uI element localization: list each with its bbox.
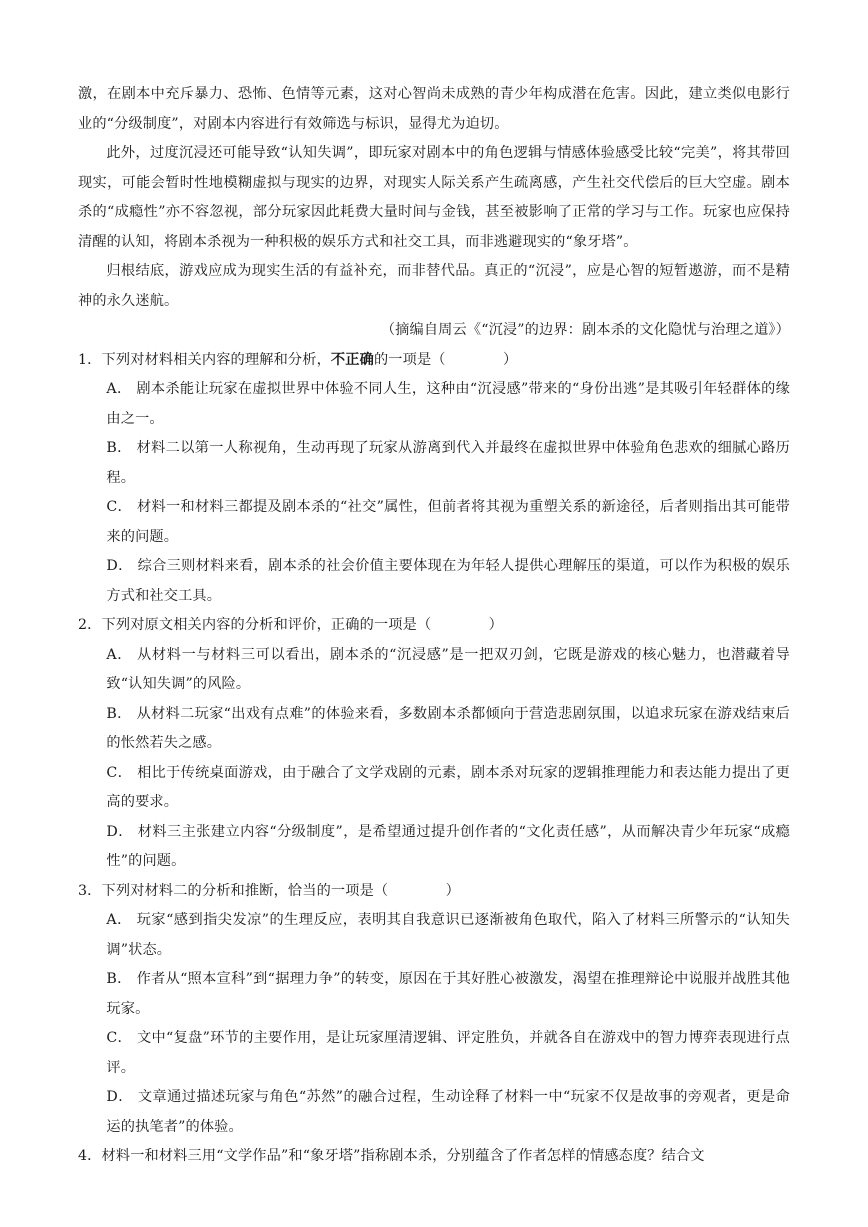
option-letter: C． (106, 499, 133, 515)
question-number: 4． (78, 1148, 102, 1164)
option-letter: A． (106, 381, 132, 397)
question-stem-text: 下列对材料相关内容的理解和分析， (101, 351, 331, 368)
question-4 (78, 1142, 790, 1172)
paragraph-3: 归根结底，游戏应成为现实生活的有益补充，而非替代品。真正的“沉浸”，应是心智的短暂遨游，而不是精神的永久迷航。 (78, 263, 790, 309)
question-2 (78, 611, 790, 877)
option-letter: B． (106, 440, 132, 456)
paragraph-1: 激，在剧本中充斥暴力、恐怖、色情等元素，这对心智尚未成熟的青少年构成潜在危害。因此，建立类似电影行业的“分级制度”，对剧本内容进行有效筛选与标识，显得尤为迫切。 (78, 86, 790, 132)
question-3-option-c (78, 1024, 790, 1083)
option-letter: D． (106, 823, 133, 840)
option-text: 综合三则材料来看，剧本杀的社会价值主要体现在为年轻人提供心理解压的渠道，可以作为积极的娱乐方式和社交工具。 (106, 558, 790, 604)
option-text: 材料三主张建立内容“分级制度”，是希望通过提升创作者的“文化责任感”，从而解决青少年玩家“成瘾性”的问题。 (106, 823, 790, 869)
question-stem-text: 材料一和材料三用“文学作品”和“象牙塔”指称剧本杀，分别蕴含了作者怎样的情感态度？结合文 (101, 1148, 705, 1164)
option-text: 文中“复盘”环节的主要作用，是让玩家厘清逻辑、评定胜负，并就各自在游戏中的智力博弈表现进行点评。 (106, 1030, 790, 1076)
option-text: 相比于传统桌面游戏，由于融合了文学戏剧的元素，剧本杀对玩家的逻辑推理能力和表达能力提出了更高的要求。 (106, 764, 790, 810)
question-number: 1． (78, 351, 102, 368)
question-1-option-d (78, 552, 790, 611)
question-3 (78, 877, 790, 1143)
option-letter: A． (106, 912, 132, 928)
option-text: 材料二以第一人称视角，生动再现了玩家从游离到代入并最终在虚拟世界中体验角色悲欢的细腻心路历程。 (106, 440, 790, 486)
question-2-option-c (78, 759, 790, 818)
question-number: 2． (78, 617, 102, 633)
option-text: 作者从“照本宣科”到“据理力争”的转变，原因在于其好胜心被激发，渴望在推理辩论中说服并战胜其他玩家。 (106, 971, 790, 1017)
question-number: 3． (78, 882, 102, 899)
option-letter: C． (106, 1030, 133, 1046)
question-1-option-b (78, 434, 790, 493)
option-text: 从材料二玩家“出戏有点难”的体验来看，多数剧本杀都倾向于营造悲剧氛围，以追求玩家在游戏结束后的怅然若失之感。 (106, 705, 790, 751)
question-stem-text: 下列对材料二的分析和推断，恰当的一项是（ ） (101, 882, 460, 899)
option-text: 玩家“感到指尖发凉”的生理反应，表明其自我意识已逐渐被角色取代，陷入了材料三所警示的“认知失调”状态。 (106, 912, 791, 958)
option-text: 材料一和材料三都提及剧本杀的“社交”属性，但前者将其视为重塑关系的新途径，后者则指出其可能带来的问题。 (106, 499, 790, 545)
question-2-option-b (78, 700, 790, 759)
option-letter: C． (106, 764, 133, 781)
question-2-option-d (78, 818, 790, 877)
option-text: 文章通过描述玩家与角色“苏然”的融合过程，生动诠释了材料一中“玩家不仅是故事的旁观者，更是命运的执笔者”的体验。 (106, 1089, 790, 1135)
question-2-stem (78, 611, 790, 641)
question-4-stem (78, 1142, 790, 1172)
question-1-option-c (78, 493, 790, 552)
option-letter: D． (106, 558, 133, 574)
option-letter: A． (106, 646, 133, 663)
question-stem-emphasis: 不正确 (330, 351, 374, 368)
question-3-option-b (78, 965, 790, 1024)
option-letter: B． (106, 971, 132, 987)
question-stem-text: 下列对原文相关内容的分析和评价，正确的一项是（ ） (101, 617, 503, 633)
paragraph-2: 此外，过度沉浸还可能导致“认知失调”，即玩家对剧本中的角色逻辑与情感体验感受比较“完美”，将其带回现实，可能会暂时性地模糊虚拟与现实的边界，对现实人际关系产生疏离感，产生社交代偿后的巨大空虚。剧本杀的“成瘾性”亦不容忽视，部分玩家因此耗费大量时间与金钱，甚至被影响了正常的学习与工作。玩家也应保持清醒的认知，将剧本杀视为一种积极的娱乐方式和社交工具，而非逃避现实的“象牙塔”。 (78, 145, 790, 250)
option-text: 剧本杀能让玩家在虚拟世界中体验不同人生，这种由“沉浸感”带来的“身份出逃”是其吸引年轻群体的缘由之一。 (106, 381, 790, 427)
question-3-stem (78, 877, 790, 907)
document-body (78, 80, 790, 1172)
question-3-option-a (78, 906, 790, 965)
question-1 (78, 346, 790, 612)
option-letter: B． (106, 705, 132, 722)
question-1-option-a (78, 375, 790, 434)
option-text: 从材料一与材料三可以看出，剧本杀的“沉浸感”是一把双刃剑，它既是游戏的核心魅力，也潜藏着导致“认知失调”的风险。 (106, 646, 790, 692)
question-1-stem (78, 346, 790, 376)
question-3-option-d (78, 1083, 790, 1142)
source-citation: （摘编自周云《“沉浸”的边界：剧本杀的文化隐忧与治理之道》） (380, 322, 790, 338)
question-stem-text-end: 的一项是（ ） (373, 351, 518, 368)
question-2-option-a (78, 641, 790, 700)
option-letter: D． (106, 1089, 133, 1105)
